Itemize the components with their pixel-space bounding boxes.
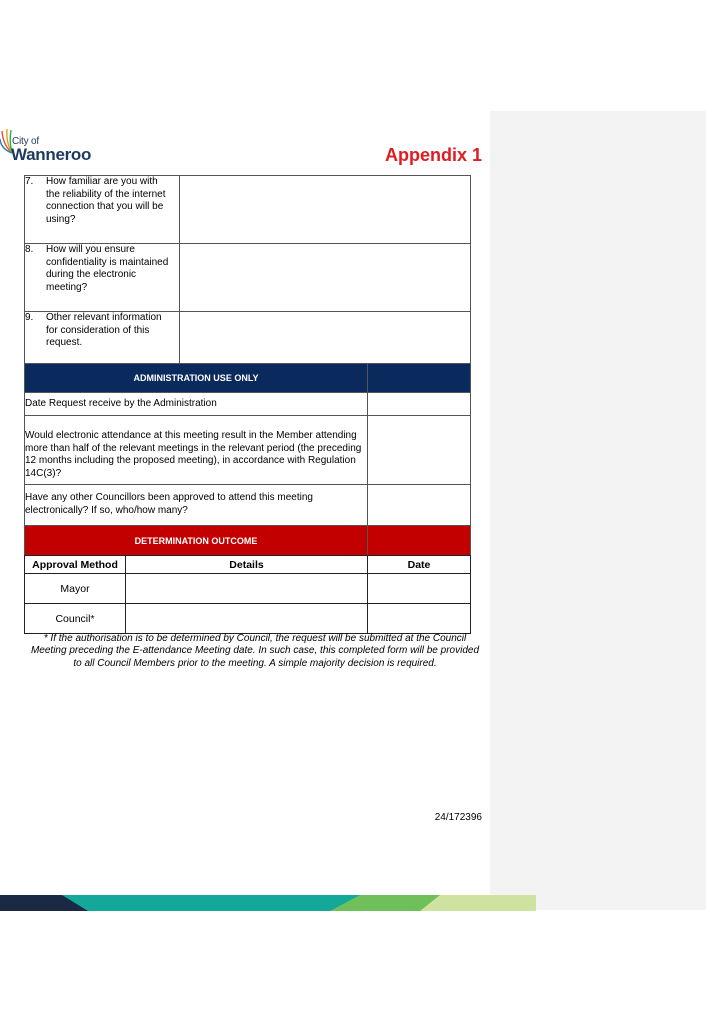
approval-details-field[interactable] [126,604,368,634]
column-header: Date [368,556,471,574]
city-logo [0,127,100,167]
question-cell [25,312,180,364]
question-cell [25,244,180,312]
admin-answer-field[interactable] [368,416,471,485]
question-text: How will you ensure confidentiality is maintained during the electronic meeting? [46,244,169,293]
approval-date-field[interactable] [368,604,471,634]
determination-band-empty [368,526,471,556]
answer-field[interactable] [180,176,471,244]
admin-row [25,393,471,416]
admin-row [25,485,471,526]
determination-band-row [25,526,471,556]
admin-band-empty [368,364,471,393]
admin-question: Have any other Councillors been approved to attend this meeting electronically? If so, who/how many? [25,485,368,526]
admin-question: Would electronic attendance at this meeting result in the Member attending more than half of the relevant meetings in the relevant period (the preceding 12 months including the proposed meeting), in accordance with Regulation 14C(3)? [25,416,368,485]
approval-header-row [25,556,471,574]
approval-details-field[interactable] [126,574,368,604]
question-number: 7. [25,176,34,187]
approval-date-field[interactable] [368,574,471,604]
question-row [25,312,471,364]
document-reference: 24/172396 [434,812,482,823]
admin-band-label: ADMINISTRATION USE ONLY [25,364,368,393]
footnote: * If the authorisation is to be determined by Council, the request will be submitted at the Council Meeting preceding the E-attendance Meeting date. In such case, this completed form will be provided to all Council Members prior to the meeting. A simple majority decision is required. [30,633,480,669]
footer-stripe [0,895,536,911]
question-text: Other relevant information for consideration of this request. [46,312,162,348]
question-row [25,176,471,244]
approval-row [25,604,471,634]
logo-small-text: City of [12,136,39,147]
column-header: Approval Method [25,556,126,574]
answer-field[interactable] [180,312,471,364]
request-form-table [24,175,471,556]
question-row [25,244,471,312]
admin-band-row [25,364,471,393]
admin-answer-field[interactable] [368,393,471,416]
determination-band-label: DETERMINATION OUTCOME [25,526,368,556]
approval-method-label: Council* [25,604,126,634]
admin-answer-field[interactable] [368,485,471,526]
logo-main-text: Wanneroo [11,145,92,164]
approval-table [24,555,471,634]
question-cell [25,176,180,244]
question-text: How familiar are you with the reliability of the internet connection that you will be using? [46,176,166,225]
column-header: Details [126,556,368,574]
comment-pane [490,111,706,910]
question-number: 9. [25,312,34,323]
question-number: 8. [25,244,34,255]
answer-field[interactable] [180,244,471,312]
approval-method-label: Mayor [25,574,126,604]
approval-row [25,574,471,604]
appendix-label: Appendix 1 [384,145,482,165]
admin-question: Date Request receive by the Administration [25,393,368,416]
admin-row [25,416,471,485]
